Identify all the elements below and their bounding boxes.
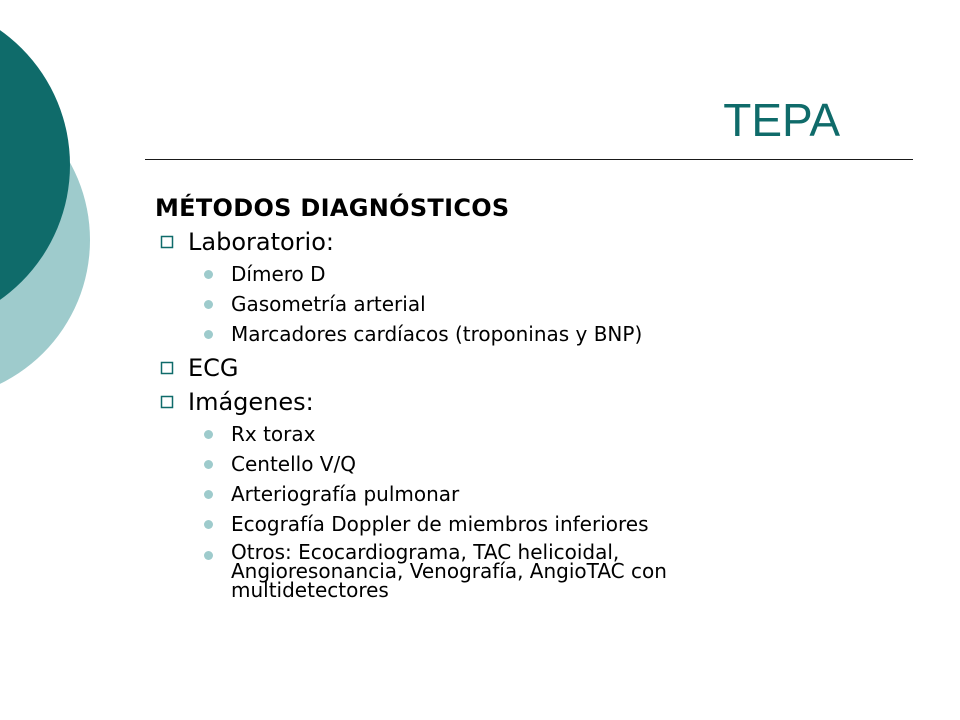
dot-icon [204, 551, 213, 560]
sub-bullet [204, 540, 791, 602]
sub-bullet [204, 452, 791, 476]
dot-icon [204, 270, 213, 279]
sub-bullet-text: Marcadores cardíacos (troponinas y BNP) [231, 322, 643, 346]
sub-bullet [204, 262, 791, 286]
bullet-laboratorio [160, 227, 334, 257]
sub-bullet-text: Centello V/Q [231, 452, 356, 476]
sub-bullet [204, 322, 791, 346]
dot-icon [204, 490, 213, 499]
sub-bullet-text: Gasometría arterial [231, 292, 426, 316]
section-heading: MÉTODOS DIAGNÓSTICOS [155, 194, 510, 222]
slide-title: TEPA [723, 94, 840, 146]
bullet-label: ECG [188, 354, 239, 382]
dot-icon [204, 300, 213, 309]
sub-bullet-text: Dímero D [231, 262, 326, 286]
sub-bullet [204, 422, 791, 446]
sub-bullet [204, 482, 791, 506]
bullet-label: Imágenes: [188, 388, 314, 416]
sub-bullet [204, 292, 791, 316]
bullet-ecg [160, 353, 239, 383]
sub-bullet-text: Otros: Ecocardiograma, TAC helicoidal, Angioresonancia, Venografía, AngioTAC con multidetectores [231, 540, 667, 602]
hollow-square-icon [160, 361, 188, 375]
sub-bullet-text: Arteriografía pulmonar [231, 482, 460, 506]
dot-icon [204, 460, 213, 469]
hollow-square-icon [160, 235, 188, 249]
bullet-label: Laboratorio: [188, 228, 334, 256]
dot-icon [204, 330, 213, 339]
bullet-imagenes [160, 387, 314, 417]
sub-bullet-text: Ecografía Doppler de miembros inferiores [231, 512, 649, 536]
dot-icon [204, 430, 213, 439]
hollow-square-icon [160, 395, 188, 409]
sub-bullet-text: Rx torax [231, 422, 316, 446]
sub-bullet [204, 512, 791, 536]
dot-icon [204, 520, 213, 529]
